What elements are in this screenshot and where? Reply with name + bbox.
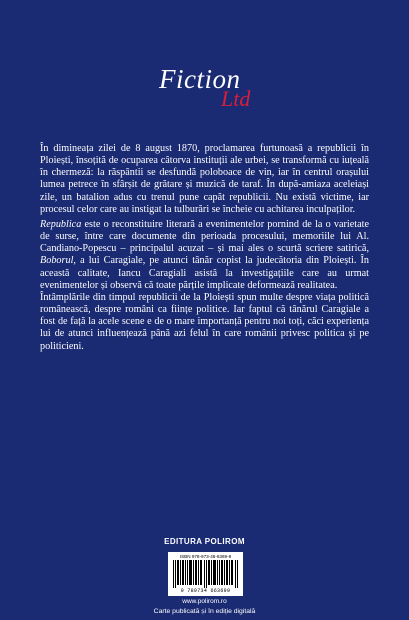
ean-digits: 9 789734 663699	[180, 588, 231, 594]
fiction-ltd-logo	[0, 58, 409, 118]
barcode-label	[168, 552, 243, 596]
blurb-paragraph-2	[40, 219, 369, 292]
logo-word: Fiction	[159, 64, 241, 94]
book-title: Republica	[40, 218, 82, 230]
blurb-paragraph-3: Întâmplările din timpul republicii de la Ploiești spun multe despre viața politică românească, despre români ca ființe politice. Iar faptul că tânărul Caragiale a fost de față la acele scene e de o mare importanță pentru noi toți, căci experiența lui de atunci influențează până azi felul în care românii privesc politica și pe politicieni.	[40, 291, 369, 352]
publisher-website: www.polirom.ro	[182, 598, 227, 605]
digital-edition-note: Carte publicată și în ediție digitală	[153, 608, 256, 615]
barcode-icon	[173, 560, 238, 588]
blurb-paragraph-1: În dimineața zilei de 8 august 1870, proclamarea furtunoasă a republicii în Ploiești, însoțită de ocuparea câtorva instituții ale urbei, se transformă cu iuțeală în chermeză: la răspântii se desfundă poloboace de vin, iar în centrul orașului lumea petrece în sfârșit de grătare și muzică de taraf. În după-amiaza aceleiași zile, un batalion adus cu trenul pune capăt republicii. Nu există victime, iar procesul celor care au instigat la tulburări se încheie cu achitarea inculpaților.	[40, 143, 369, 215]
publisher-name: EDITURA POLIROM	[164, 537, 245, 546]
work-title: Boborul	[40, 255, 74, 267]
isbn-text: ISBN 978-973-46-6369-9	[179, 554, 232, 559]
blurb-paragraph-2-a: este o reconstituire literară a evenimentelor pornind de la o varietate de surse, între care documente din perioada procesului, memoriile lui Al. Candiano-Popescu – principalul acuzat – și mai ales o scurtă scriere satirică,	[40, 218, 369, 255]
blurb-paragraph-2-b: , a lui Caragiale, pe atunci tânăr copist la judecătoria din Ploiești. În această calitate, Iancu Caragiali asistă la investigațiile care au urmat evenimentelor și observă că toate părțile implicate deformează realitatea.	[40, 255, 369, 291]
blurb-text	[40, 143, 369, 353]
logo-suffix: Ltd	[221, 86, 251, 111]
